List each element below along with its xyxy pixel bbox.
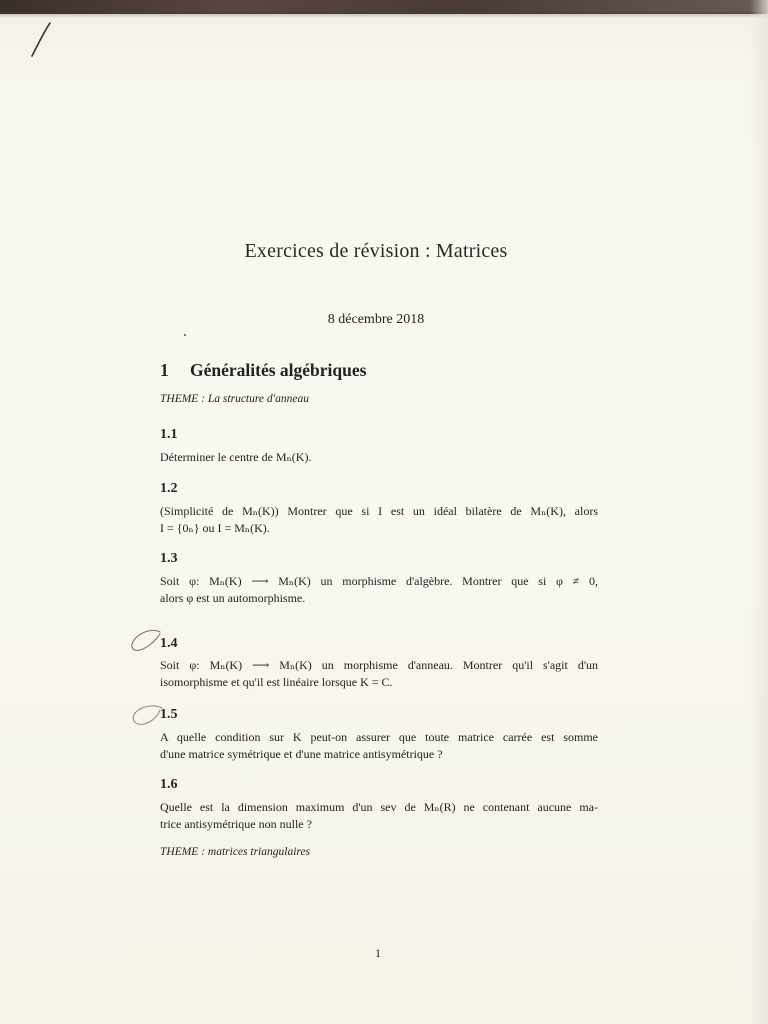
exercise-number: 1.3: [160, 551, 178, 566]
exercise-line: A quelle condition sur K peut-on assurer que toute matrice carrée est somme: [160, 730, 598, 744]
exercise-number: 1.2: [160, 481, 178, 496]
pencil-circle-icon: [126, 700, 166, 730]
theme-label: THEME : matrices triangulaires: [160, 846, 311, 858]
exercise-text: [160, 573, 598, 607]
exercise-line: Quelle est la dimension maximum d'un sev de Mₙ(R) ne contenant aucune ma-: [160, 800, 598, 814]
section-title: Généralités algébriques: [190, 360, 367, 380]
exercise-number: 1.5: [160, 707, 178, 722]
stray-dot: [184, 334, 186, 336]
pencil-stroke-icon: [28, 20, 58, 60]
exercise-line: isomorphisme et qu'il est linéaire lorsque K = C.: [160, 675, 393, 689]
document-date: 8 décembre 2018: [327, 312, 425, 327]
exercise-line: I = {0ₙ} ou I = Mₙ(K).: [160, 521, 270, 535]
section-heading: [160, 360, 366, 381]
theme-label: THEME : La structure d'anneau: [160, 393, 309, 405]
exercise-line: Déterminer le centre de Mₙ(K).: [160, 450, 312, 464]
exercise-number: 1.6: [160, 777, 178, 792]
exercise-line: d'une matrice symétrique et d'une matrice antisymétrique ?: [160, 747, 443, 761]
exercise-line: trice antisymétrique non nulle ?: [160, 817, 312, 831]
exercise-text: [160, 799, 598, 833]
exercise-line: Soit φ: Mₙ(K) ⟶ Mₙ(K) un morphisme d'anneau. Montrer qu'il s'agit d'un: [160, 658, 598, 672]
exercise-line: alors φ est un automorphisme.: [160, 591, 306, 605]
exercise-text: [160, 657, 598, 691]
page-right-edge: [750, 0, 768, 1024]
exercise-text: [160, 503, 598, 537]
exercise-line: (Simplicité de Mₙ(K)) Montrer que si I est un idéal bilatère de Mₙ(K), alors: [160, 504, 598, 518]
section-number: 1: [160, 360, 169, 380]
exercise-number: 1.1: [160, 427, 178, 442]
exercise-text: [160, 449, 598, 466]
exercise-line: Soit φ: Mₙ(K) ⟶ Mₙ(K) un morphisme d'algèbre. Montrer que si φ ≠ 0,: [160, 574, 598, 588]
pencil-circle-icon: [126, 626, 166, 656]
page-number: 1: [375, 946, 381, 960]
exercise-number: 1.4: [160, 636, 178, 651]
document-title: Exercices de révision : Matrices: [244, 240, 508, 262]
exercise-text: [160, 729, 598, 763]
page-top-edge: [0, 0, 768, 14]
